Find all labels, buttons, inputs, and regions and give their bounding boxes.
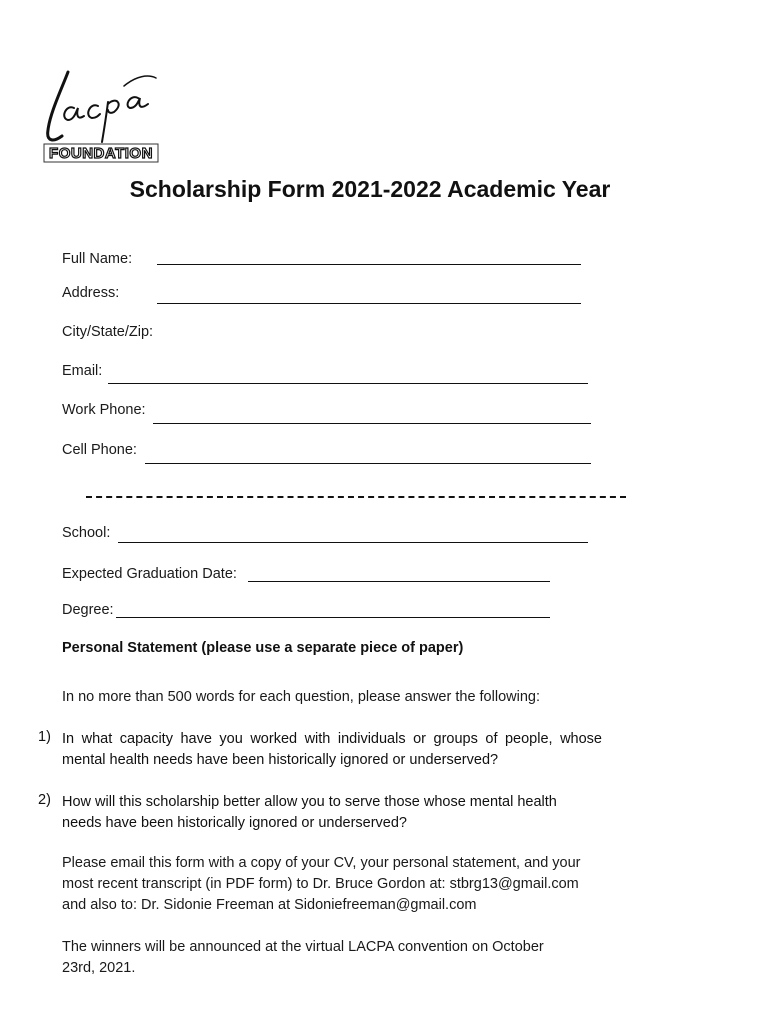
degree-field[interactable]: [62, 602, 552, 624]
city-state-zip-field[interactable]: [62, 324, 582, 344]
graduation-date-line[interactable]: [248, 581, 550, 582]
full-name-label: Full Name:: [62, 251, 133, 267]
question-2-text: [62, 792, 602, 834]
question-2-line-2: needs have been historically ignored or underserved?: [62, 815, 407, 831]
announcement-line-1: The winners will be announced at the virtual LACPA convention on October: [62, 939, 544, 955]
email-instructions: [62, 853, 581, 916]
section-divider: [86, 496, 626, 498]
logo-wordmark: FOUNDATION: [49, 145, 153, 162]
city-state-zip-label: City/State/Zip:: [62, 324, 154, 340]
form-title: Scholarship Form 2021-2022 Academic Year: [129, 176, 611, 202]
question-1-line-2: mental health needs have been historically ignored or underserved?: [62, 752, 499, 768]
question-2-number: 2): [38, 792, 51, 808]
work-phone-label: Work Phone:: [62, 402, 146, 418]
degree-line[interactable]: [116, 617, 550, 618]
statement-intro: In no more than 500 words for each question, please answer the following:: [62, 689, 540, 705]
announcement-line-2: 23rd, 2021.: [62, 960, 136, 976]
address-line[interactable]: [157, 303, 581, 304]
degree-label: Degree:: [62, 602, 114, 618]
work-phone-line[interactable]: [153, 423, 591, 424]
question-1-line-1: In what capacity have you worked with individuals or groups of people, whose: [62, 731, 602, 747]
lacpa-foundation-logo: [40, 68, 162, 164]
question-1-text: [62, 729, 602, 771]
graduation-date-field[interactable]: [62, 566, 552, 588]
full-name-line[interactable]: [157, 264, 581, 265]
cell-phone-line[interactable]: [145, 463, 591, 464]
school-line[interactable]: [118, 542, 588, 543]
address-field[interactable]: [62, 285, 582, 305]
email-instructions-line-1: Please email this form with a copy of your CV, your personal statement, and your: [62, 855, 581, 871]
email-label: Email:: [62, 363, 103, 379]
graduation-date-label: Expected Graduation Date:: [62, 566, 237, 582]
full-name-field[interactable]: [62, 251, 582, 271]
logo-graphic: [40, 68, 162, 164]
email-instructions-line-2: most recent transcript (in PDF form) to Dr. Bruce Gordon at: stbrg13@gmail.com: [62, 876, 579, 892]
cell-phone-label: Cell Phone:: [62, 442, 137, 458]
work-phone-field[interactable]: [62, 402, 592, 424]
school-label: School:: [62, 525, 111, 541]
announcement: [62, 937, 544, 979]
question-2-line-1: How will this scholarship better allow you to serve those whose mental health: [62, 794, 557, 810]
email-instructions-line-3: and also to: Dr. Sidonie Freeman at Sidoniefreeman@gmail.com: [62, 897, 477, 913]
address-label: Address:: [62, 285, 120, 301]
email-line[interactable]: [108, 383, 588, 384]
question-1-number: 1): [38, 729, 51, 745]
email-field[interactable]: [62, 363, 592, 385]
school-field[interactable]: [62, 525, 592, 547]
cell-phone-field[interactable]: [62, 442, 592, 464]
personal-statement-heading: Personal Statement (please use a separate piece of paper): [62, 640, 464, 656]
